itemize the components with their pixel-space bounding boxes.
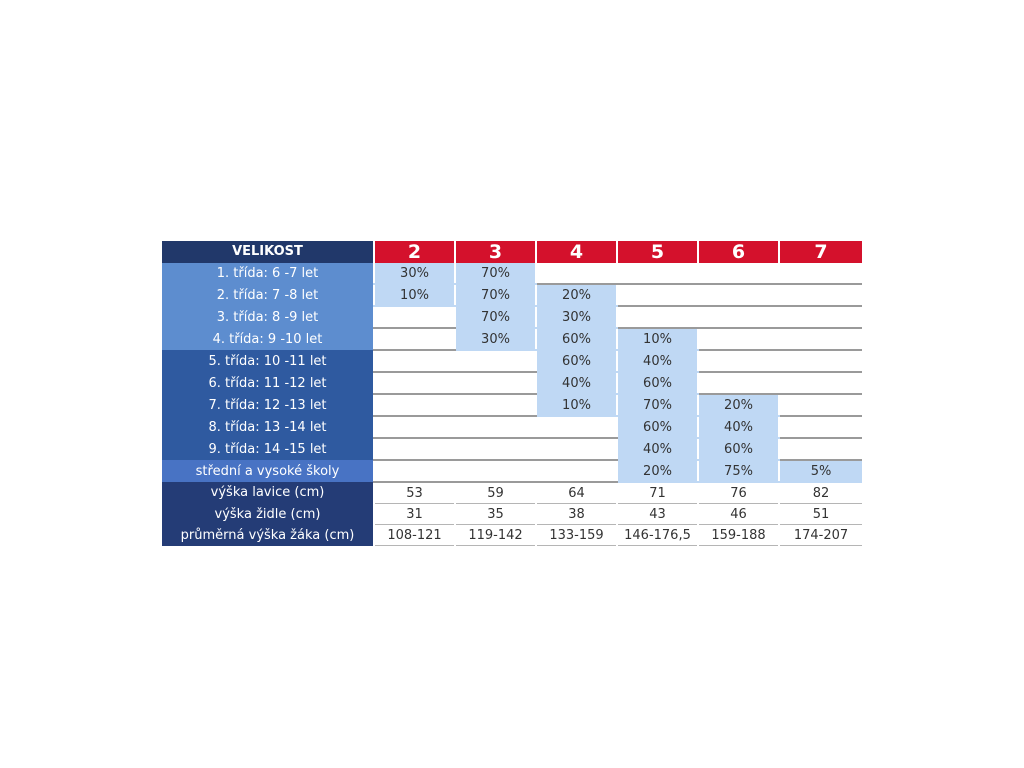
measurement-cell: 59 (455, 482, 536, 504)
measurement-label: výška lavice (cm) (162, 482, 374, 504)
percentage-cell (536, 416, 617, 438)
grade-label: střední a vysoké školy (162, 460, 374, 482)
measurement-cell: 133-159 (536, 525, 617, 546)
percentage-cell (617, 284, 698, 306)
percentage-cell: 10% (374, 284, 455, 306)
size-header: 7 (779, 241, 862, 263)
grade-label: 1. třída: 6 -7 let (162, 263, 374, 284)
table-row (162, 263, 862, 284)
grade-label: 3. třída: 8 -9 let (162, 306, 374, 328)
percentage-cell: 40% (698, 416, 779, 438)
measurement-cell: 43 (617, 504, 698, 525)
percentage-cell (455, 394, 536, 416)
percentage-cell (374, 350, 455, 372)
percentage-cell: 60% (617, 416, 698, 438)
percentage-cell (698, 350, 779, 372)
grade-label: 9. třída: 14 -15 let (162, 438, 374, 460)
percentage-cell: 60% (536, 350, 617, 372)
measurement-label: výška židle (cm) (162, 504, 374, 525)
measurement-label: průměrná výška žáka (cm) (162, 525, 374, 546)
measurement-cell: 159-188 (698, 525, 779, 546)
size-header: 6 (698, 241, 779, 263)
measurement-cell: 82 (779, 482, 862, 504)
table-row (162, 372, 862, 394)
header-label: VELIKOST (162, 241, 374, 263)
table-row (162, 394, 862, 416)
grade-label: 4. třída: 9 -10 let (162, 328, 374, 350)
measurement-cell: 71 (617, 482, 698, 504)
measurement-cell: 146-176,5 (617, 525, 698, 546)
percentage-cell (698, 284, 779, 306)
percentage-cell (536, 460, 617, 482)
measurement-cell: 76 (698, 482, 779, 504)
percentage-cell: 40% (617, 438, 698, 460)
percentage-cell: 60% (698, 438, 779, 460)
percentage-cell (698, 372, 779, 394)
percentage-cell: 30% (536, 306, 617, 328)
percentage-cell: 60% (536, 328, 617, 350)
size-header: 5 (617, 241, 698, 263)
header-row (162, 241, 862, 263)
percentage-cell: 70% (455, 306, 536, 328)
percentage-cell (779, 328, 862, 350)
percentage-cell: 10% (617, 328, 698, 350)
percentage-cell: 70% (455, 263, 536, 284)
measurement-row (162, 482, 862, 504)
percentage-cell (374, 416, 455, 438)
size-header: 3 (455, 241, 536, 263)
size-chart-table (162, 241, 862, 546)
percentage-cell (536, 263, 617, 284)
percentage-cell (374, 460, 455, 482)
measurement-cell: 64 (536, 482, 617, 504)
grade-label: 8. třída: 13 -14 let (162, 416, 374, 438)
percentage-cell (374, 438, 455, 460)
table-row (162, 350, 862, 372)
grade-label: 5. třída: 10 -11 let (162, 350, 374, 372)
percentage-cell (455, 460, 536, 482)
measurement-cell: 108-121 (374, 525, 455, 546)
measurement-cell: 53 (374, 482, 455, 504)
percentage-cell: 20% (698, 394, 779, 416)
percentage-cell (617, 263, 698, 284)
percentage-cell: 60% (617, 372, 698, 394)
percentage-cell: 10% (536, 394, 617, 416)
percentage-cell: 20% (536, 284, 617, 306)
percentage-cell: 40% (536, 372, 617, 394)
percentage-cell (698, 263, 779, 284)
size-header: 2 (374, 241, 455, 263)
percentage-cell: 20% (617, 460, 698, 482)
percentage-cell (374, 328, 455, 350)
percentage-cell (374, 372, 455, 394)
percentage-cell (455, 372, 536, 394)
measurement-cell: 35 (455, 504, 536, 525)
table-row (162, 438, 862, 460)
measurement-cell: 51 (779, 504, 862, 525)
percentage-cell (779, 306, 862, 328)
percentage-cell (455, 416, 536, 438)
percentage-cell (455, 350, 536, 372)
table-row (162, 460, 862, 482)
grade-label: 6. třída: 11 -12 let (162, 372, 374, 394)
percentage-cell: 30% (374, 263, 455, 284)
percentage-cell: 75% (698, 460, 779, 482)
percentage-cell (374, 306, 455, 328)
measurement-cell: 174-207 (779, 525, 862, 546)
percentage-cell: 70% (455, 284, 536, 306)
percentage-cell (779, 284, 862, 306)
measurement-cell: 119-142 (455, 525, 536, 546)
percentage-cell (536, 438, 617, 460)
measurement-row (162, 504, 862, 525)
table-row (162, 328, 862, 350)
percentage-cell: 5% (779, 460, 862, 482)
percentage-cell (779, 372, 862, 394)
percentage-cell: 30% (455, 328, 536, 350)
percentage-cell (455, 438, 536, 460)
percentage-cell (779, 350, 862, 372)
table-row (162, 306, 862, 328)
percentage-cell (779, 438, 862, 460)
table-row (162, 284, 862, 306)
percentage-cell: 40% (617, 350, 698, 372)
percentage-cell: 70% (617, 394, 698, 416)
grade-label: 7. třída: 12 -13 let (162, 394, 374, 416)
percentage-cell (779, 394, 862, 416)
measurement-cell: 38 (536, 504, 617, 525)
measurement-cell: 31 (374, 504, 455, 525)
percentage-cell (617, 306, 698, 328)
measurement-row (162, 525, 862, 546)
percentage-cell (698, 306, 779, 328)
percentage-cell (698, 328, 779, 350)
grade-label: 2. třída: 7 -8 let (162, 284, 374, 306)
size-header: 4 (536, 241, 617, 263)
percentage-cell (374, 394, 455, 416)
table-row (162, 416, 862, 438)
percentage-cell (779, 263, 862, 284)
measurement-cell: 46 (698, 504, 779, 525)
percentage-cell (779, 416, 862, 438)
